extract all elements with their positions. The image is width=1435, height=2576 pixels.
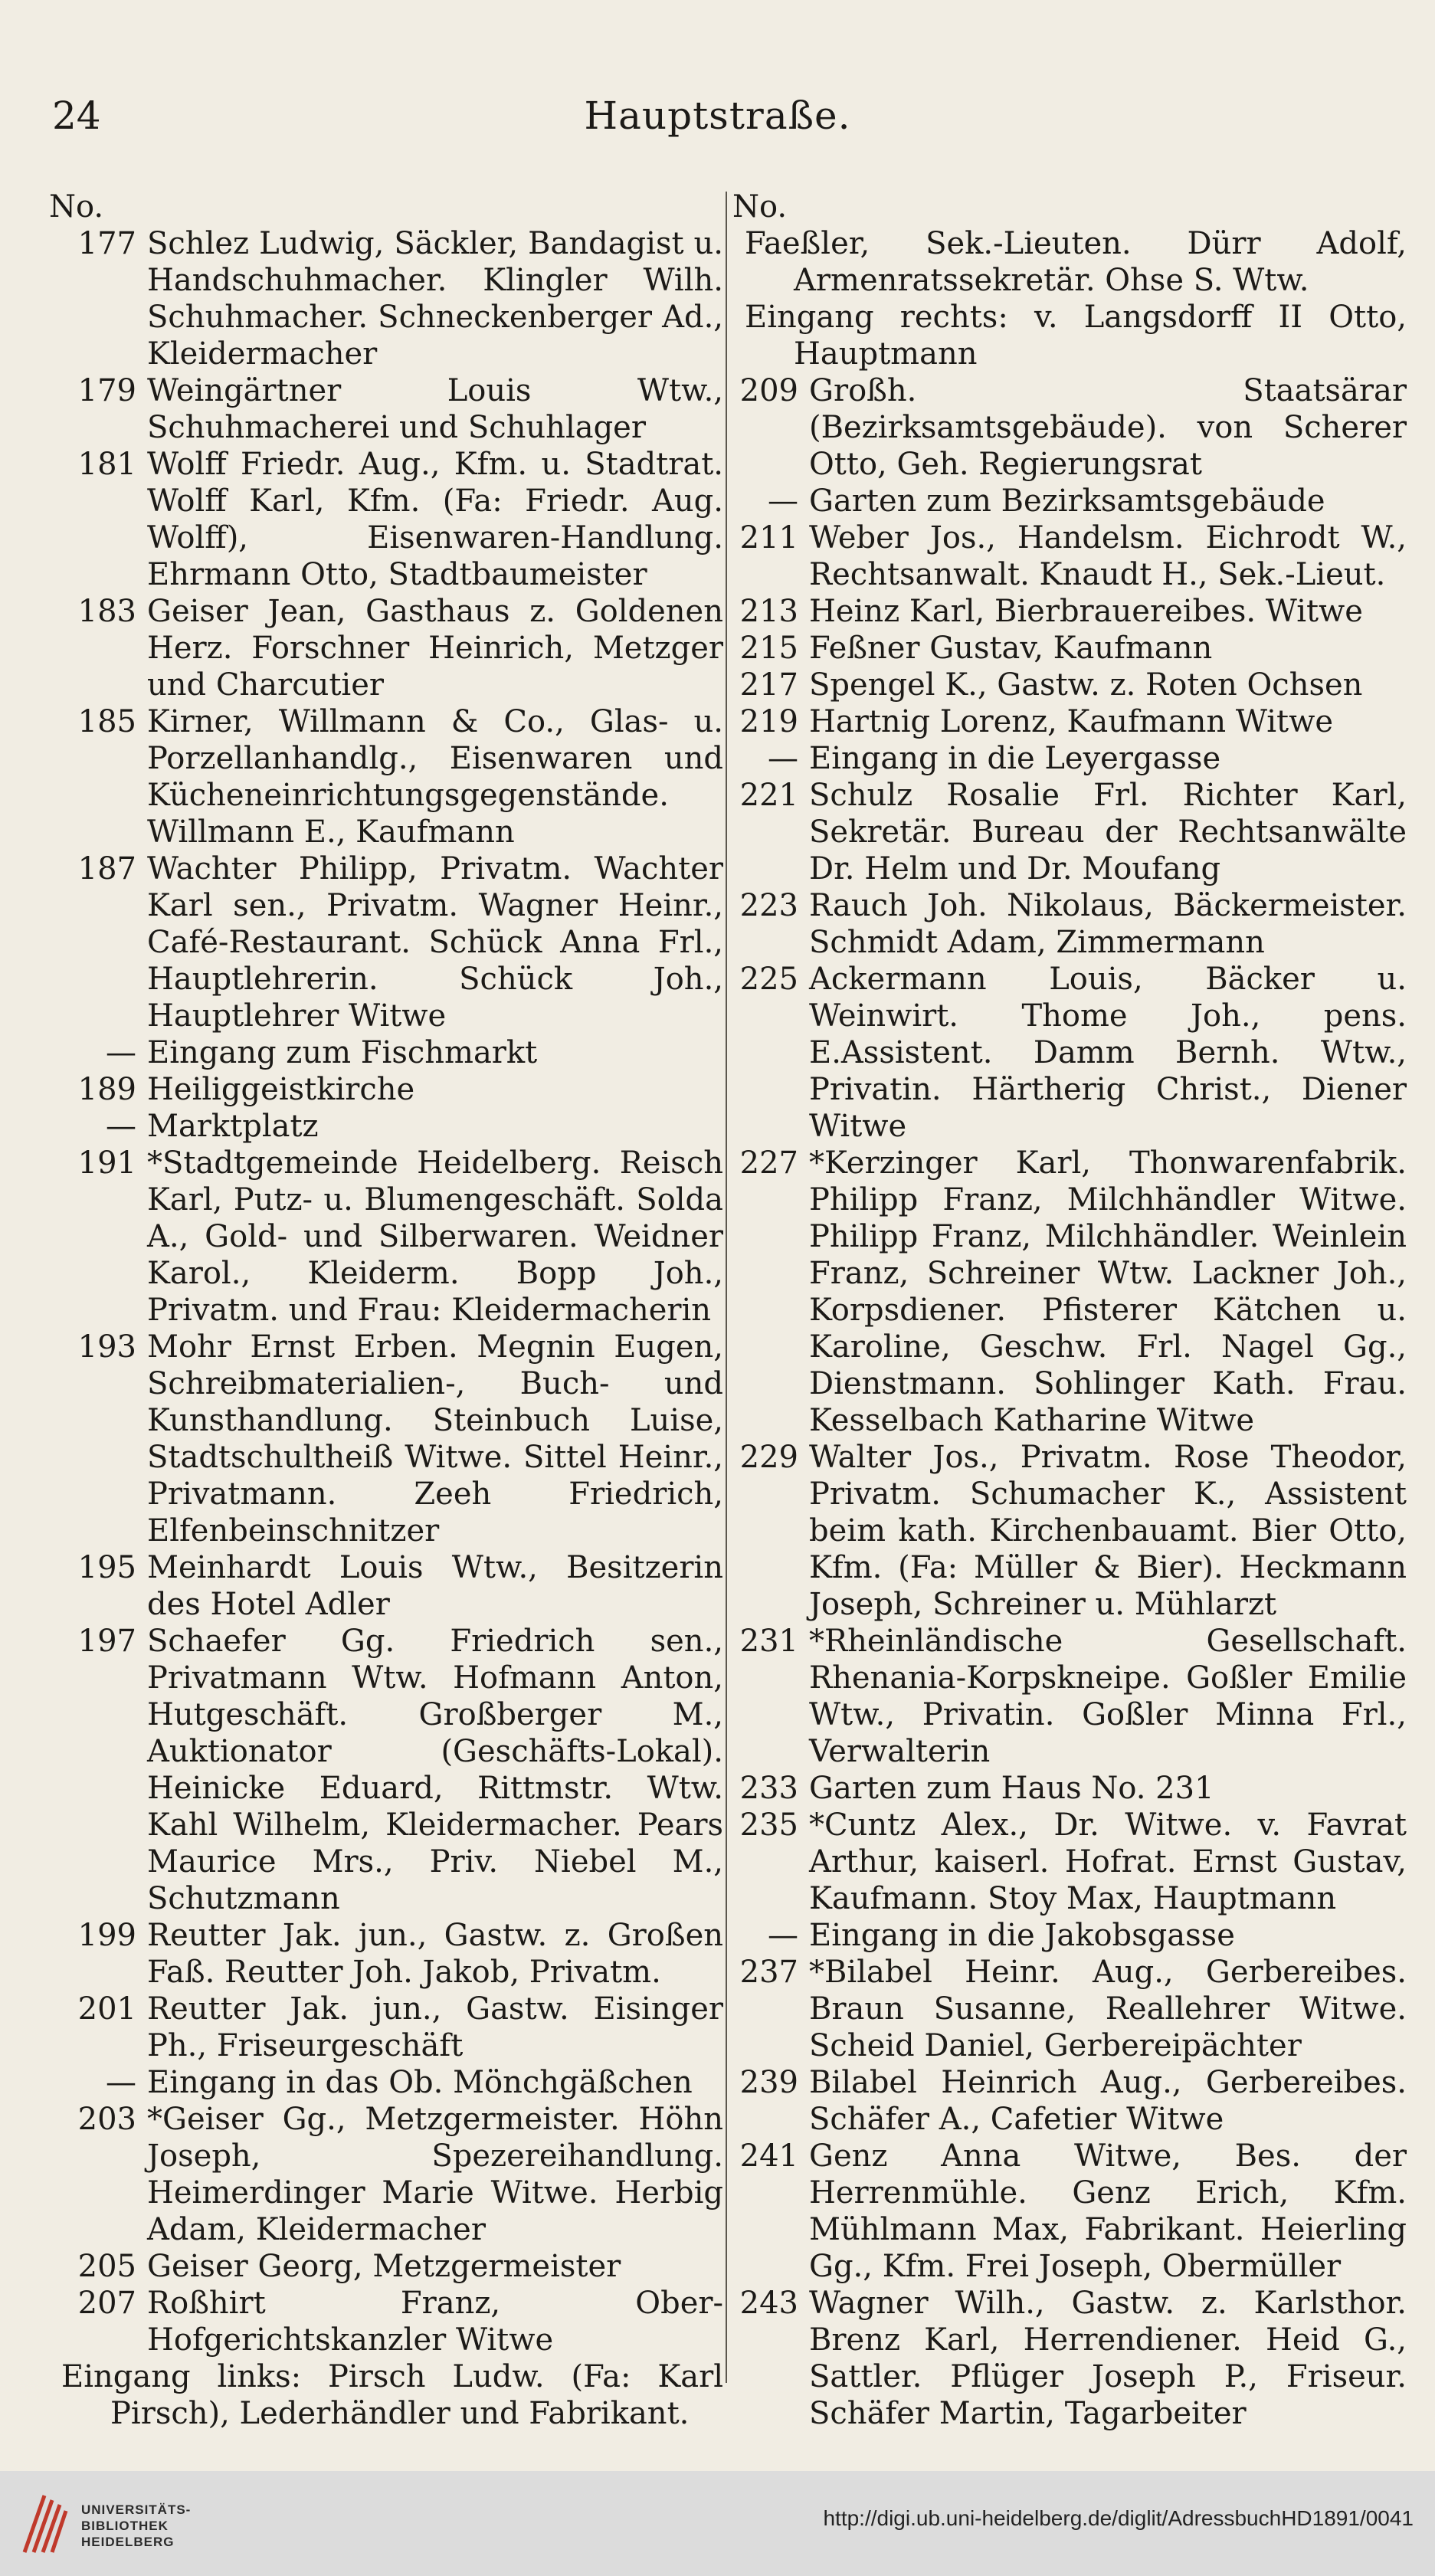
directory-entry: [49, 1917, 723, 1991]
directory-entry: [732, 593, 1407, 630]
directory-entry: [732, 1807, 1407, 1917]
house-number: 229: [739, 1440, 798, 1475]
library-name: UNIVERSITÄTS- BIBLIOTHEK HEIDELBERG: [81, 2502, 192, 2549]
entry-text: Schlez Ludwig, Säckler, Bandagist u. Handschuhmacher. Klingler Wilh. Schuhmacher. Schneckenberger Ad., Kleidermacher: [147, 226, 723, 372]
entry-text: Eingang rechts: v. Langsdorff II Otto, Hauptmann: [745, 300, 1407, 372]
house-number: 241: [739, 2138, 798, 2174]
entry-text: Reutter Jak. jun., Gastw. z. Großen Faß. Reutter Joh. Jakob, Privatm.: [147, 1918, 723, 1990]
entry-text: Weingärtner Louis Wtw., Schuhmacherei und Schuhlager: [147, 373, 723, 445]
directory-entry: [732, 630, 1407, 667]
page-number: 24: [52, 93, 101, 138]
entry-text: *Stadtgemeinde Heidelberg. Reisch Karl, Putz- u. Blumengeschäft. Solda A., Gold- und Silberwaren. Weidner Karol., Kleiderm. Bopp Joh., Privatm. und Frau: Kleidermacherin: [147, 1145, 723, 1328]
entry-text: Meinhardt Louis Wtw., Besitzerin des Hotel Adler: [147, 1550, 723, 1622]
house-number: —: [768, 1918, 798, 1953]
entry-text: Reutter Jak. jun., Gastw. Eisinger Ph., Friseurgeschäft: [147, 1991, 723, 2063]
directory-entry: [49, 1329, 723, 1549]
directory-entry: [732, 2138, 1407, 2285]
entry-text: Ackermann Louis, Bäcker u. Weinwirt. Thome Joh., pens. E.Assistent. Damm Bernh. Wtw., Privatin. Härtherig Christ., Diener Witwe: [809, 962, 1407, 1144]
directory-entry: [49, 593, 723, 703]
directory-entry: [732, 740, 1407, 777]
directory-entry: [732, 1917, 1407, 1954]
entry-text: Garten zum Haus No. 231: [809, 1771, 1214, 1806]
directory-entry: [732, 225, 1407, 299]
directory-entry: [732, 372, 1407, 483]
house-number: 179: [77, 373, 136, 408]
house-number: 235: [739, 1807, 798, 1843]
house-number: 199: [77, 1918, 136, 1953]
house-number: 205: [77, 2249, 136, 2284]
house-number: 193: [77, 1329, 136, 1365]
directory-entry: [49, 1549, 723, 1623]
house-number: 195: [77, 1550, 136, 1585]
entry-text: Wolff Friedr. Aug., Kfm. u. Stadtrat. Wolff Karl, Kfm. (Fa: Friedr. Aug. Wolff), Eisenwaren-Handlung. Ehrmann Otto, Stadtbaumeister: [147, 447, 723, 592]
directory-entry: [732, 1439, 1407, 1623]
entry-text: Rauch Joh. Nikolaus, Bäckermeister. Schmidt Adam, Zimmermann: [809, 888, 1407, 960]
house-number: 227: [739, 1145, 798, 1181]
house-number: 203: [77, 2102, 136, 2137]
directory-entry: [732, 483, 1407, 519]
entry-text: *Kerzinger Karl, Thonwarenfabrik. Philipp Franz, Milchhändler Witwe. Philipp Franz, Milchhändler. Weinlein Franz, Schreiner Wtw. Lackner Joh., Korpsdiener. Pfisterer Kätchen u. Karoline, Geschw. Frl. Nagel Gg., Dienstmann. Sohlinger Kath. Frau. Kesselbach Katharine Witwe: [809, 1145, 1407, 1438]
house-number: 211: [739, 520, 798, 556]
house-number: 209: [739, 373, 798, 408]
house-number: 215: [739, 631, 798, 666]
house-number: —: [106, 1109, 136, 1144]
house-number: 237: [739, 1955, 798, 1990]
house-number: 231: [739, 1624, 798, 1659]
directory-entry: [49, 2064, 723, 2101]
house-number: 183: [77, 594, 136, 629]
entry-text: Schaefer Gg. Friedrich sen., Privatmann Wtw. Hofmann Anton, Hutgeschäft. Großberger M., Auktionator (Geschäfts-Lokal). Heinicke Eduard, Rittmstr. Wtw. Kahl Wilhelm, Kleidermacher. Pears Maurice Mrs., Priv. Niebel M., Schutzmann: [147, 1624, 723, 1916]
directory-entry: [732, 2285, 1407, 2432]
directory-entry: [49, 850, 723, 1034]
directory-entry: [732, 1770, 1407, 1807]
right-column: [732, 188, 1407, 2432]
house-number: 223: [739, 888, 798, 923]
entry-text: Eingang in das Ob. Mönchgäßchen: [147, 2065, 693, 2100]
left-column: [49, 188, 723, 2432]
footer-bar: [0, 2471, 1435, 2576]
house-number: 185: [77, 704, 136, 739]
entry-text: Roßhirt Franz, Ober-Hofgerichtskanzler Witwe: [147, 2286, 723, 2358]
directory-entry: [732, 961, 1407, 1145]
entry-text: Mohr Ernst Erben. Megnin Eugen, Schreibmaterialien-, Buch- und Kunsthandlung. Steinbuch Luise, Stadtschultheiß Witwe. Sittel Heinr., Privatmann. Zeeh Friedrich, Elfenbeinschnitzer: [147, 1329, 723, 1549]
directory-entry: [732, 777, 1407, 887]
house-number: 217: [739, 667, 798, 703]
entry-text: Hartnig Lorenz, Kaufmann Witwe: [809, 704, 1334, 739]
entry-text: Marktplatz: [147, 1109, 319, 1144]
directory-entry: [49, 1991, 723, 2064]
directory-entry: [49, 2101, 723, 2248]
page-title: Hauptstraße.: [584, 93, 851, 138]
column-label: No.: [49, 189, 104, 224]
directory-entry: [49, 446, 723, 593]
directory-entry: [49, 1108, 723, 1145]
house-number: —: [106, 1035, 136, 1070]
directory-entry: [732, 1623, 1407, 1770]
entry-text: Bilabel Heinrich Aug., Gerbereibes. Schäfer A., Cafetier Witwe: [809, 2065, 1407, 2137]
house-number: 189: [77, 1072, 136, 1107]
directory-entry: [49, 1034, 723, 1071]
directory-entry: [732, 299, 1407, 372]
entry-text: Schulz Rosalie Frl. Richter Karl, Sekretär. Bureau der Rechtsanwälte Dr. Helm und Dr. Moufang: [809, 778, 1407, 887]
entry-text: Eingang links: Pirsch Ludw. (Fa: Karl Pirsch), Lederhändler und Fabrikant.: [61, 2359, 723, 2431]
entry-text: Großh. Staatsärar (Bezirksamtsgebäude). von Scherer Otto, Geh. Regierungsrat: [809, 373, 1407, 482]
entry-text: Walter Jos., Privatm. Rose Theodor, Privatm. Schumacher K., Assistent beim kath. Kirchenbauamt. Bier Otto, Kfm. (Fa: Müller & Bier). Heckmann Joseph, Schreiner u. Mühlarzt: [809, 1440, 1407, 1622]
right-entries: [732, 225, 1407, 2432]
house-number: 177: [77, 226, 136, 261]
directory-entry: [732, 667, 1407, 703]
house-number: 243: [739, 2286, 798, 2321]
house-number: —: [106, 2065, 136, 2100]
source-url[interactable]: http://digi.ub.uni-heidelberg.de/diglit/AdressbuchHD1891/0041: [823, 2506, 1414, 2530]
column-label: No.: [732, 189, 788, 224]
entry-text: Eingang zum Fischmarkt: [147, 1035, 538, 1070]
directory-entry: [49, 1071, 723, 1108]
entry-text: Kirner, Willmann & Co., Glas- u. Porzellanhandlg., Eisenwaren und Kücheneinrichtungsgegenstände. Willmann E., Kaufmann: [147, 704, 723, 850]
entry-text: Heiliggeistkirche: [147, 1072, 415, 1107]
house-number: 213: [739, 594, 798, 629]
entry-text: *Rheinländische Gesellschaft. Rhenania-Korpskneipe. Goßler Emilie Wtw., Privatin. Goßler Minna Frl., Verwalterin: [809, 1624, 1407, 1769]
library-logo-icon: [17, 2488, 72, 2558]
house-number: 181: [77, 447, 136, 482]
entry-text: Wagner Wilh., Gastw. z. Karlsthor. Brenz Karl, Herrendiener. Heid G., Sattler. Pflüger Joseph P., Friseur. Schäfer Martin, Tagarbeiter: [809, 2286, 1407, 2431]
house-number: 201: [77, 1991, 136, 2027]
entry-text: Eingang in die Leyergasse: [809, 741, 1221, 776]
entry-text: *Cuntz Alex., Dr. Witwe. v. Favrat Arthur, kaiserl. Hofrat. Ernst Gustav, Kaufmann. Stoy Max, Hauptmann: [809, 1807, 1407, 1916]
directory-entry: [732, 887, 1407, 961]
entry-text: Garten zum Bezirksamtsgebäude: [809, 483, 1325, 519]
house-number: 219: [739, 704, 798, 739]
house-number: 191: [77, 1145, 136, 1181]
entry-text: Geiser Jean, Gasthaus z. Goldenen Herz. Forschner Heinrich, Metzger und Charcutier: [147, 594, 723, 703]
house-number: 197: [77, 1624, 136, 1659]
house-number: 233: [739, 1771, 798, 1806]
directory-entry: [49, 2248, 723, 2285]
entry-text: *Geiser Gg., Metzgermeister. Höhn Joseph, Spezereihandlung. Heimerdinger Marie Witwe. Herbig Adam, Kleidermacher: [147, 2102, 723, 2247]
entry-text: Feßner Gustav, Kaufmann: [809, 631, 1213, 666]
entry-text: Faeßler, Sek.-Lieuten. Dürr Adolf, Armenratssekretär. Ohse S. Wtw.: [745, 226, 1407, 298]
directory-entry: [732, 1145, 1407, 1439]
house-number: 221: [739, 778, 798, 813]
entry-text: *Bilabel Heinr. Aug., Gerbereibes. Braun Susanne, Reallehrer Witwe. Scheid Daniel, Gerbereipächter: [809, 1955, 1407, 2063]
entry-text: Geiser Georg, Metzgermeister: [147, 2249, 621, 2284]
entry-text: Heinz Karl, Bierbrauereibes. Witwe: [809, 594, 1363, 629]
entry-text: Wachter Philipp, Privatm. Wachter Karl sen., Privatm. Wagner Heinr., Café-Restaurant. Schück Anna Frl., Hauptlehrerin. Schück Joh., Hauptlehrer Witwe: [147, 851, 723, 1034]
directory-entry: [49, 2358, 723, 2432]
house-number: 207: [77, 2286, 136, 2321]
directory-entry: [49, 1145, 723, 1329]
column-divider: [726, 192, 727, 2383]
directory-entry: [49, 703, 723, 850]
house-number: —: [768, 741, 798, 776]
entry-text: Eingang in die Jakobsgasse: [809, 1918, 1235, 1953]
directory-entry: [49, 2285, 723, 2358]
house-number: 187: [77, 851, 136, 887]
directory-entry: [732, 519, 1407, 593]
directory-entry: [732, 1954, 1407, 2064]
house-number: 239: [739, 2065, 798, 2100]
directory-entry: [49, 1623, 723, 1917]
directory-entry: [732, 2064, 1407, 2138]
directory-entry: [49, 225, 723, 372]
entry-text: Weber Jos., Handelsm. Eichrodt W., Rechtsanwalt. Knaudt H., Sek.-Lieut.: [809, 520, 1407, 592]
house-number: —: [768, 483, 798, 519]
left-entries: [49, 225, 723, 2432]
directory-entry: [49, 372, 723, 446]
directory-entry: [732, 703, 1407, 740]
entry-text: Genz Anna Witwe, Bes. der Herrenmühle. Genz Erich, Kfm. Mühlmann Max, Fabrikant. Heierling Gg., Kfm. Frei Joseph, Obermüller: [809, 2138, 1407, 2284]
entry-text: Spengel K., Gastw. z. Roten Ochsen: [809, 667, 1363, 703]
house-number: 225: [739, 962, 798, 997]
